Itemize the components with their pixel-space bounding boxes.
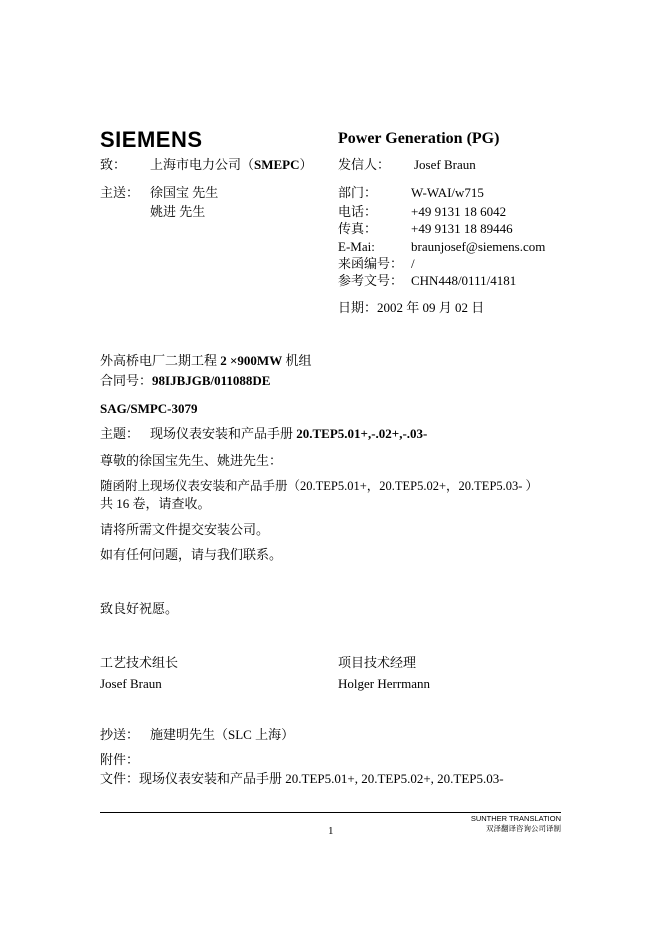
page-number: 1 [328,825,334,837]
incoming-ref-label: 来函编号： [338,256,404,271]
body-paragraph-1-line-2: 共 16 卷，请查收。 [100,496,211,511]
salutation: 尊敬的徐国宝先生、姚进先生： [100,453,283,468]
reference-label: 参考文号： [338,273,404,288]
subject-label: 主题： [100,426,140,441]
copy-label: 抄送： [100,727,140,742]
date-label: 日期： [338,300,378,315]
attachment-file-line [100,771,504,787]
fax-value: +49 9131 18 89446 [411,221,513,236]
incoming-ref-value: / [411,256,415,271]
email-label: E-Mai: [338,239,375,254]
footer-rule [100,812,561,813]
to-value-abbr: SMEPC [254,157,300,172]
division-title: Power Generation (PG) [338,130,500,147]
signature-2-title: 项目技术经理 [338,655,417,670]
subject-code: 20.TEP5.01+,-.02+,-.03- [296,426,428,441]
signature-1-title: 工艺技术组长 [100,655,179,670]
closing: 致良好祝愿。 [100,601,179,616]
phone-value: +49 9131 18 6042 [411,204,507,219]
subject-text: 现场仪表安装和产品手册 [150,426,297,441]
sender-label: 发信人： [338,157,391,172]
email-value[interactable]: braunjosef@siemens.com [411,239,546,254]
to-value-close: ） [299,157,313,172]
translator-cn: 双泽翻译咨询公司译制 [486,824,561,833]
date-line [338,300,484,316]
contract-label: 合同号： [100,373,153,388]
dept-value: W-WAI/w715 [411,185,484,200]
document-ref: SAG/SMPC-3079 [100,401,198,416]
phone-label: 电话： [338,204,378,219]
signature-1-name: Josef Braun [100,676,162,691]
attachment-file-text: 现场仪表安装和产品手册 20.TEP5.01+, 20.TEP5.02+, 20.TEP5.03- [139,771,504,786]
project-capacity: 2 ×900MW [220,353,283,368]
to-value-cn: 上海市电力公司（ [150,157,255,172]
cc-main-recipient-2: 姚进 先生 [150,204,206,219]
copy-text: 施建明先生（SLC 上海） [150,727,295,742]
cc-main-recipient-1: 徐国宝 先生 [150,185,219,200]
attachment-file-label: 文件： [100,771,140,786]
translator-en: SUNTHER TRANSLATION [470,814,561,823]
project-name: 外高桥电厂二期工程 [100,353,221,368]
subject-line [150,426,427,442]
cc-main-label: 主送： [100,185,140,200]
body-paragraph-2: 请将所需文件提交安装公司。 [100,522,270,537]
contract-line [100,373,270,389]
siemens-logo: SIEMENS [100,127,203,152]
dept-label: 部门： [338,185,378,200]
to-value [150,157,313,173]
body-paragraph-1-line-1: 随函附上现场仪表安装和产品手册（20.TEP5.01+，20.TEP5.02+，20.TEP5.03- ） [100,479,539,493]
sender-name: Josef Braun [414,157,476,172]
signature-2-name: Holger Herrmann [338,676,431,691]
body-paragraph-3: 如有任何问题，请与我们联系。 [100,547,283,562]
date-value: 2002 年 09 月 02 日 [377,300,485,315]
fax-label: 传真： [338,221,378,236]
to-label: 致： [100,157,127,172]
reference-value: CHN448/0111/4181 [411,273,517,288]
project-unit: 机组 [282,353,312,368]
attachment-label: 附件： [100,752,140,767]
project-line [100,353,311,369]
contract-number: 98IJBJGB/011088DE [152,373,271,388]
